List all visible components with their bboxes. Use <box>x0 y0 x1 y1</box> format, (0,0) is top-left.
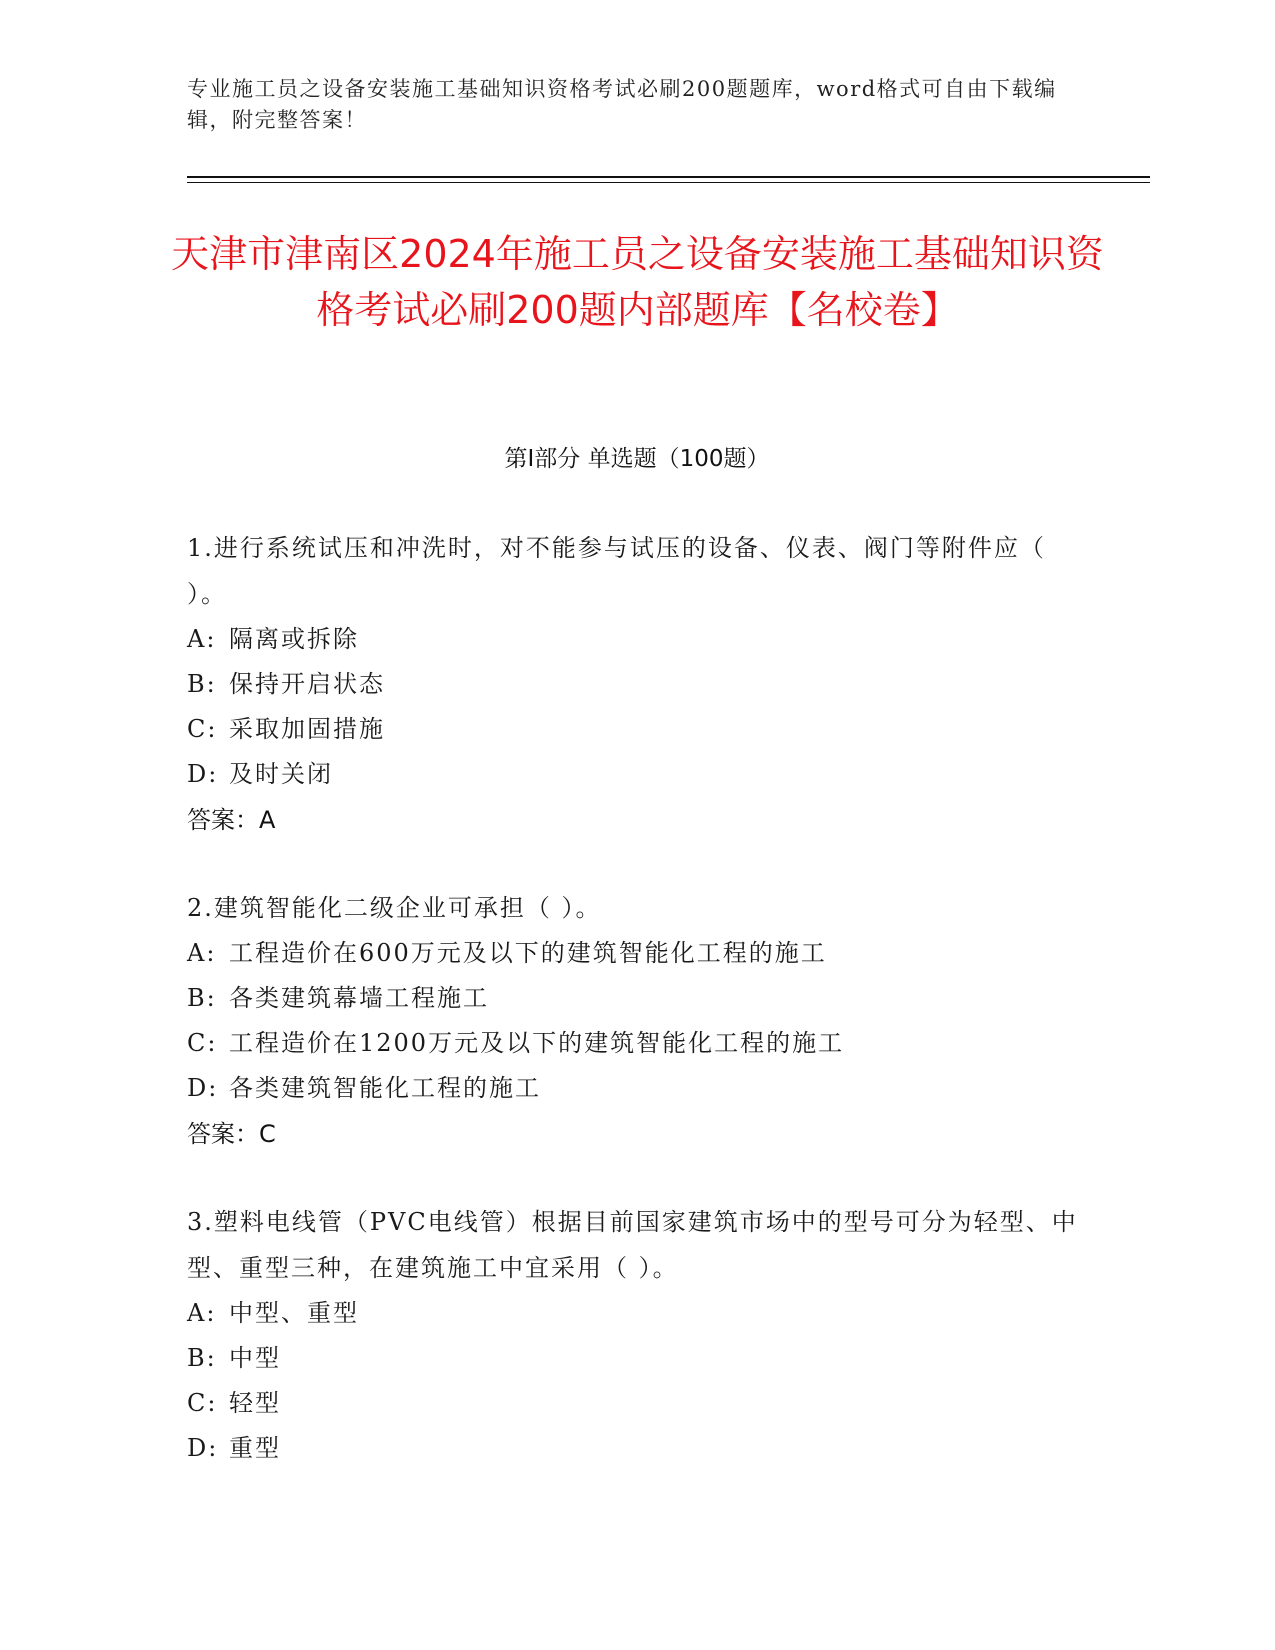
option-key: D: <box>187 760 219 788</box>
option-d <box>187 1066 1087 1111</box>
option-text: 各类建筑智能化工程的施工 <box>229 1074 541 1102</box>
option-d <box>187 1426 1087 1471</box>
option-key: A: <box>187 939 217 967</box>
question-1 <box>187 525 1087 843</box>
option-key: B: <box>187 670 217 698</box>
option-key: A: <box>187 1299 217 1327</box>
option-text: 中型、重型 <box>229 1299 359 1327</box>
option-key: C: <box>187 1389 218 1417</box>
question-stem: 2.建筑智能化二级企业可承担（ ）。 <box>187 894 602 922</box>
document-title: 天津市津南区2024年施工员之设备安装施工基础知识资格考试必刷200题内部题库【名校卷】 <box>171 232 1104 332</box>
option-text: 工程造价在1200万元及以下的建筑智能化工程的施工 <box>229 1029 845 1057</box>
option-text: 重型 <box>229 1434 281 1462</box>
question-list <box>187 525 1087 1513</box>
option-b <box>187 1336 1087 1381</box>
header-rule-thick <box>187 176 1150 178</box>
option-a <box>187 617 1087 662</box>
section-title: 第Ⅰ部分 单选题（100题） <box>504 446 770 472</box>
answer-line: 答案：C <box>187 1120 276 1148</box>
option-b <box>187 662 1087 707</box>
option-text: 采取加固措施 <box>229 715 385 743</box>
question-2 <box>187 885 1087 1157</box>
option-text: 及时关闭 <box>229 760 333 788</box>
question-stem: 3.塑料电线管（PVC电线管）根据目前国家建筑市场中的型号可分为轻型、中型、重型三种，在建筑施工中宜采用（ ）。 <box>187 1208 1078 1282</box>
option-b <box>187 976 1087 1021</box>
answer-line: 答案：A <box>187 806 276 834</box>
question-stem: 1.进行系统试压和冲洗时，对不能参与试压的设备、仪表、阀门等附件应（ ）。 <box>187 534 1046 608</box>
option-key: B: <box>187 984 217 1012</box>
option-key: B: <box>187 1344 217 1372</box>
option-key: C: <box>187 1029 218 1057</box>
option-text: 各类建筑幕墙工程施工 <box>229 984 489 1012</box>
option-text: 中型 <box>229 1344 281 1372</box>
question-3 <box>187 1199 1087 1471</box>
option-d <box>187 752 1087 797</box>
header-rule-thin <box>187 182 1150 183</box>
option-text: 保持开启状态 <box>229 670 385 698</box>
option-key: D: <box>187 1434 219 1462</box>
option-text: 轻型 <box>229 1389 281 1417</box>
option-c <box>187 707 1087 752</box>
option-text: 隔离或拆除 <box>229 625 359 653</box>
header-note: 专业施工员之设备安装施工基础知识资格考试必刷200题题库，word格式可自由下载编辑，附完整答案！ <box>187 77 1057 132</box>
option-a <box>187 931 1087 976</box>
option-c <box>187 1021 1087 1066</box>
option-text: 工程造价在600万元及以下的建筑智能化工程的施工 <box>229 939 827 967</box>
option-c <box>187 1381 1087 1426</box>
option-a <box>187 1291 1087 1336</box>
option-key: A: <box>187 625 217 653</box>
option-key: C: <box>187 715 218 743</box>
option-key: D: <box>187 1074 219 1102</box>
